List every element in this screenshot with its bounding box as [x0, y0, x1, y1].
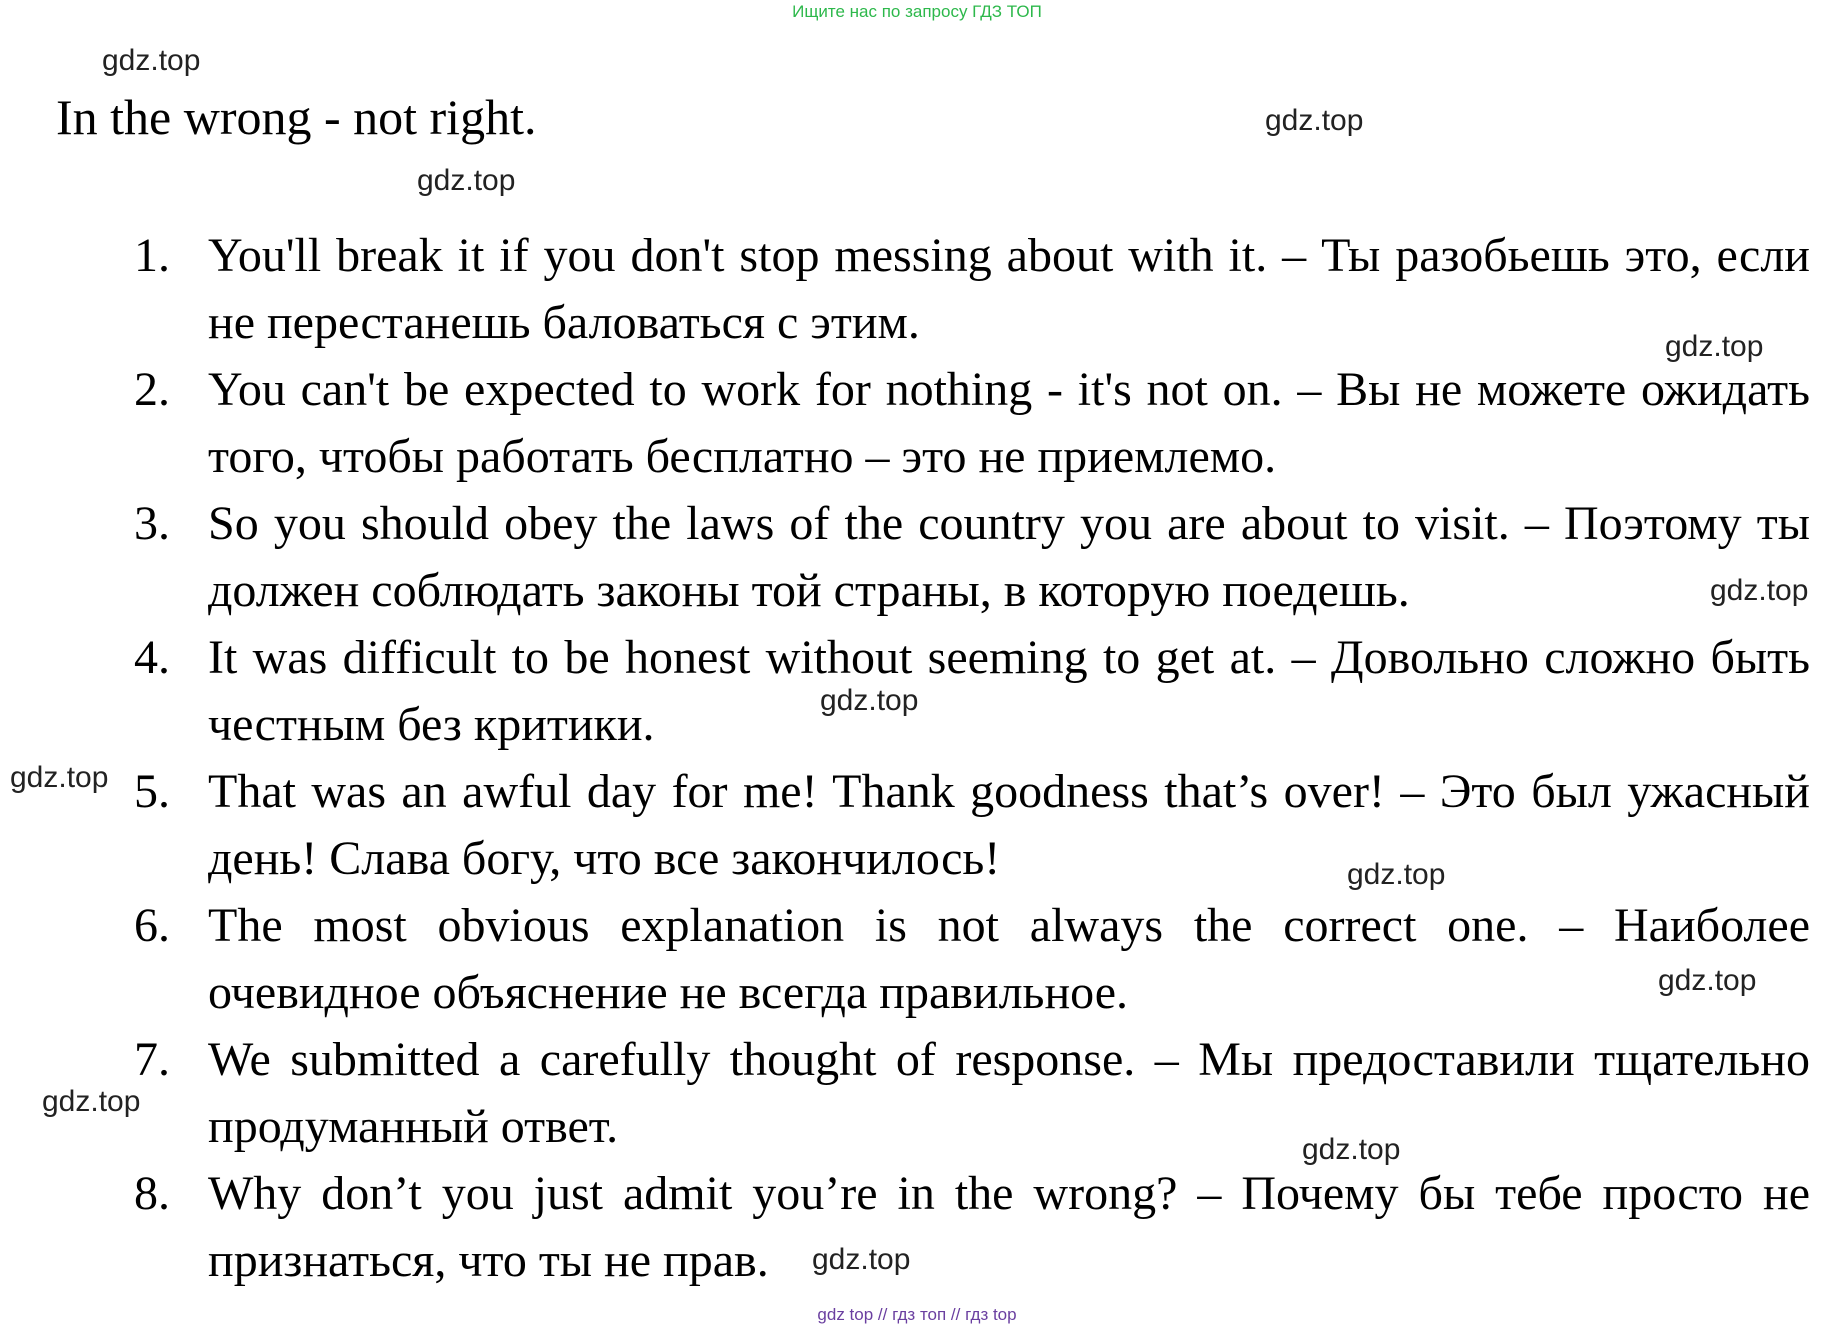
item-number: 5. [134, 765, 170, 818]
watermark: gdz.top [1658, 964, 1757, 997]
item-number: 8. [134, 1167, 170, 1220]
list-item [130, 624, 1810, 758]
watermark: gdz.top [417, 164, 516, 197]
item-number: 6. [134, 899, 170, 952]
item-text: The most obvious explanation is not always the correct one. – Наиболее очевидное объяснение не всегда правильное. [208, 899, 1810, 1019]
item-text: You'll break it if you don't stop messing about with it. – Ты разобьешь это, если не перестанешь баловаться с этим. [208, 229, 1810, 349]
item-number: 7. [134, 1033, 170, 1086]
watermark: gdz.top [10, 761, 109, 794]
list-item [130, 490, 1810, 624]
answer-list [130, 222, 1810, 1294]
list-item [130, 758, 1810, 892]
top-banner: Ищите нас по запросу ГДЗ ТОП [792, 2, 1042, 21]
item-number: 3. [134, 497, 170, 550]
watermark: gdz.top [1347, 858, 1446, 891]
item-number: 1. [134, 229, 170, 282]
item-text: You can't be expected to work for nothing - it's not on. – Вы не можете ожидать того, чтобы работать бесплатно – это не приемлемо. [208, 363, 1810, 483]
list-item [130, 222, 1810, 356]
item-number: 2. [134, 363, 170, 416]
watermark: gdz.top [820, 684, 919, 717]
item-number: 4. [134, 631, 170, 684]
item-text: So you should obey the laws of the country you are about to visit. – Поэтому ты должен соблюдать законы той страны, в которую поедешь. [208, 497, 1810, 617]
list-item [130, 892, 1810, 1026]
list-item [130, 1160, 1810, 1294]
watermark: gdz.top [1302, 1133, 1401, 1166]
watermark: gdz.top [1710, 574, 1809, 607]
watermark: gdz.top [1665, 330, 1764, 363]
watermark: gdz.top [812, 1243, 911, 1276]
item-text: That was an awful day for me! Thank goodness that’s over! – Это был ужасный день! Слава богу, что все закончилось! [208, 765, 1810, 885]
footer-text: gdz top // гдз топ // гдз top [817, 1305, 1017, 1324]
watermark: gdz.top [42, 1085, 141, 1118]
list-item [130, 1026, 1810, 1160]
item-text: We submitted a carefully thought of response. – Мы предоставили тщательно продуманный ответ. [208, 1033, 1810, 1153]
item-text: Why don’t you just admit you’re in the wrong? – Почему бы тебе просто не признаться, что ты не прав. [208, 1167, 1810, 1287]
list-item [130, 356, 1810, 490]
item-text: It was difficult to be honest without seeming to get at. – Довольно сложно быть честным без критики. [208, 631, 1810, 751]
watermark: gdz.top [102, 44, 201, 77]
watermark: gdz.top [1265, 104, 1364, 137]
page-heading: In the wrong - not right. [56, 89, 537, 145]
